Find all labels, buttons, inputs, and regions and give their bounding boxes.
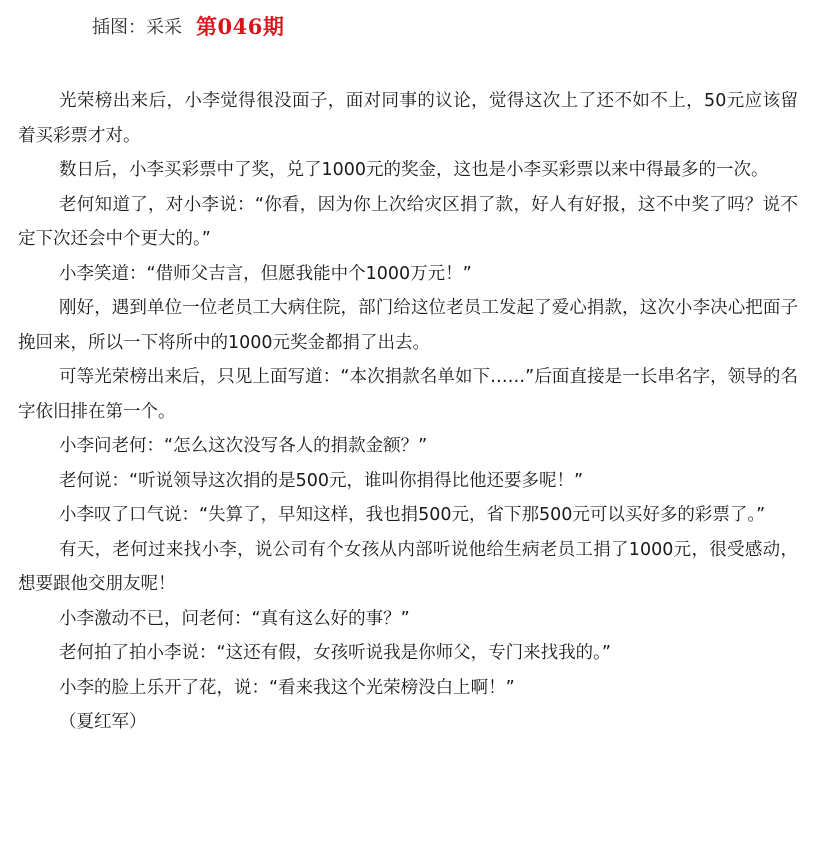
author-byline: （夏红军） <box>59 712 147 732</box>
paragraph-5: 刚好，遇到单位一位老员工大病住院，部门给这位老员工发起了爱心捐款，这次小李决心把面子挽回来，所以一下将所中的1000元奖金都捐了出去。 <box>18 298 798 353</box>
article-header <box>92 10 284 42</box>
paragraph-9: 小李叹了口气说：“失算了，早知这样，我也捐500元，省下那500元可以买好多的彩票了。” <box>59 505 766 525</box>
issue-number: 第046期 <box>196 14 285 39</box>
paragraph-7: 小李问老何：“怎么这次没写各人的捐款金额？” <box>59 436 428 456</box>
paragraph-13: 小李的脸上乐开了花，说：“看来我这个光荣榜没白上啊！” <box>59 677 515 698</box>
paragraph-3: 老何知道了，对小李说：“你看，因为你上次给灾区捐了款，好人有好报，这不中奖了吗？说不定下次还会中个更大的。” <box>18 194 798 249</box>
paragraph-6: 可等光荣榜出来后，只见上面写道：“本次捐款名单如下……”后面直接是一长串名字，领导的名字依旧排在第一个。 <box>18 367 798 422</box>
paragraph-8: 老何说：“听说领导这次捐的是500元，谁叫你捐得比他还要多呢！” <box>59 470 584 491</box>
paragraph-12: 老何拍了拍小李说：“这还有假，女孩听说我是你师父，专门来找我的。” <box>59 643 611 663</box>
article-body <box>18 84 798 739</box>
paragraph-4: 小李笑道：“借师父吉言，但愿我能中个1000万元！” <box>59 263 472 284</box>
paragraph-1: 光荣榜出来后，小李觉得很没面子，面对同事的议论，觉得这次上了还不如不上，50元应该留着买彩票才对。 <box>18 91 798 146</box>
paragraph-2: 数日后，小李买彩票中了奖，兑了1000元的奖金，这也是小李买彩票以来中得最多的一次。 <box>59 160 769 180</box>
paragraph-11: 小李激动不已，问老何：“真有这么好的事？” <box>59 608 410 629</box>
illustration-credit: 插图：采采 <box>92 17 182 38</box>
paragraph-10: 有天，老何过来找小李，说公司有个女孩从内部听说他给生病老员工捐了1000元，很受感动，想要跟他交朋友呢！ <box>18 539 798 594</box>
